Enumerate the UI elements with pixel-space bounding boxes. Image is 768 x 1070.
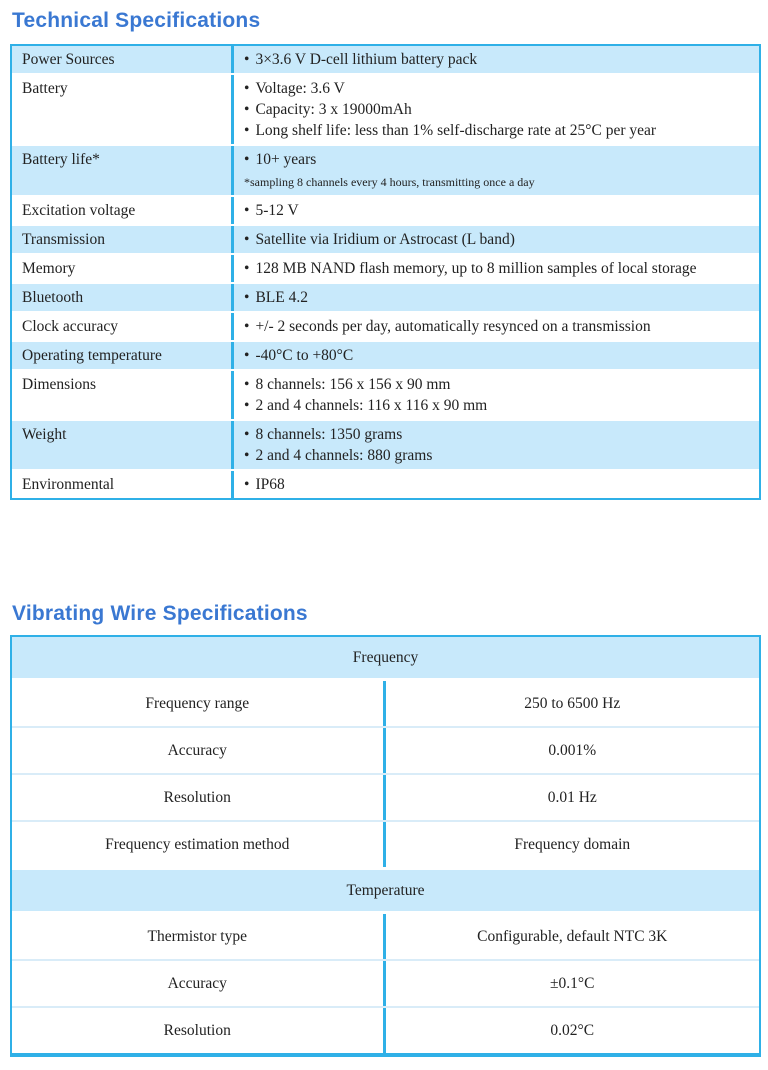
bullet-item (244, 258, 751, 279)
spec-row (12, 144, 759, 195)
bullet-icon: • (244, 202, 250, 219)
bullet-icon: • (244, 447, 250, 464)
spec-row (12, 282, 759, 311)
vibrating-wire-specifications-table (10, 635, 761, 1057)
spec-row (12, 253, 759, 282)
bullet-item (244, 200, 751, 221)
bullet-text: Capacity: 3 x 19000mAh (255, 101, 412, 118)
footnote-text: *sampling 8 channels every 4 hours, transmitting once a day (244, 175, 535, 189)
kv-value: Frequency domain (514, 835, 631, 853)
bullet-icon: • (244, 101, 250, 118)
spec-value (234, 146, 759, 195)
bullet-icon: • (244, 122, 250, 139)
bullet-item (244, 120, 751, 141)
spec-row (12, 46, 759, 73)
technical-specifications-table (10, 44, 761, 500)
bullet-item (244, 78, 751, 99)
spec-value (234, 371, 759, 419)
bullet-icon: • (244, 426, 250, 443)
vibrating-wire-specifications-title: Vibrating Wire Specifications (12, 602, 308, 625)
spec-label: Power Sources (12, 46, 234, 73)
bullet-text: Satellite via Iridium or Astrocast (L band) (255, 231, 515, 248)
bullet-text: 8 channels: 1350 grams (255, 426, 403, 443)
bullet-text: -40°C to +80°C (255, 347, 354, 364)
bullet-item (244, 424, 751, 445)
spec-row (12, 195, 759, 224)
kv-value: 0.01 Hz (547, 788, 597, 806)
bullet-text: Voltage: 3.6 V (255, 80, 345, 97)
kv-value: 0.02°C (550, 1021, 595, 1039)
spec-value (234, 421, 759, 469)
bullet-item (244, 345, 751, 366)
kv-row (12, 681, 759, 726)
kv-key: Resolution (12, 775, 386, 820)
kv-row (12, 773, 759, 820)
spec-value (234, 313, 759, 340)
bullet-icon: • (244, 260, 250, 277)
bullet-item (244, 395, 751, 416)
kv-key: Thermistor type (12, 914, 386, 959)
bullet-text: 8 channels: 156 x 156 x 90 mm (255, 376, 451, 393)
spec-label: Operating temperature (12, 342, 234, 369)
bullet-icon: • (244, 376, 250, 393)
kv-row (12, 1006, 759, 1053)
bullet-item (244, 287, 751, 308)
spec-label: Memory (12, 255, 234, 282)
bullet-icon: • (244, 231, 250, 248)
spec-value (234, 471, 759, 498)
bullet-item (244, 445, 751, 466)
bullet-item (244, 49, 751, 70)
kv-key: Accuracy (12, 961, 386, 1006)
bullet-icon: • (244, 80, 250, 97)
spec-label: Environmental (12, 471, 234, 498)
kv-key: Frequency range (12, 681, 386, 726)
bullet-icon: • (244, 397, 250, 414)
spec-label: Transmission (12, 226, 234, 253)
bullet-item (244, 474, 751, 495)
group-header: Frequency (12, 637, 759, 681)
spec-row (12, 224, 759, 253)
spec-row (12, 73, 759, 144)
bullet-icon: • (244, 151, 250, 168)
bullet-text: 2 and 4 channels: 880 grams (255, 447, 433, 464)
kv-key: Accuracy (12, 728, 386, 773)
spec-row (12, 419, 759, 469)
kv-row (12, 726, 759, 773)
spec-label: Battery (12, 75, 234, 144)
spec-label: Weight (12, 421, 234, 469)
kv-key: Frequency estimation method (12, 822, 386, 867)
bullet-text: 5-12 V (255, 202, 299, 219)
bullet-text: BLE 4.2 (255, 289, 308, 306)
spec-value (234, 342, 759, 369)
spec-label: Excitation voltage (12, 197, 234, 224)
spec-value (234, 284, 759, 311)
spec-value (234, 197, 759, 224)
technical-specifications-title: Technical Specifications (12, 9, 261, 32)
bullet-icon: • (244, 476, 250, 493)
spec-value (234, 226, 759, 253)
spec-row (12, 311, 759, 340)
bullet-icon: • (244, 289, 250, 306)
kv-value: Configurable, default NTC 3K (477, 927, 668, 945)
bullet-item (244, 99, 751, 120)
group-header: Temperature (12, 867, 759, 914)
bullet-text: 128 MB NAND flash memory, up to 8 million samples of local storage (255, 260, 697, 277)
bullet-text: IP68 (255, 476, 285, 493)
spec-row (12, 369, 759, 419)
spec-label: Bluetooth (12, 284, 234, 311)
spec-value (234, 75, 759, 144)
spec-row (12, 469, 759, 498)
bullet-icon: • (244, 51, 250, 68)
bullet-text: 3×3.6 V D-cell lithium battery pack (255, 51, 478, 68)
kv-row (12, 959, 759, 1006)
bullet-item (244, 374, 751, 395)
bullet-icon: • (244, 318, 250, 335)
bullet-text: 10+ years (255, 151, 317, 168)
spec-label: Dimensions (12, 371, 234, 419)
spec-label: Battery life* (12, 146, 234, 195)
kv-value: 250 to 6500 Hz (524, 694, 621, 712)
kv-value: ±0.1°C (550, 974, 595, 992)
spec-row (12, 340, 759, 369)
bullet-item (244, 229, 751, 250)
kv-row (12, 914, 759, 959)
bullet-icon: • (244, 347, 250, 364)
bullet-text: +/- 2 seconds per day, automatically resynced on a transmission (255, 318, 651, 335)
spec-label: Clock accuracy (12, 313, 234, 340)
spec-value (234, 255, 759, 282)
bullet-item (244, 149, 751, 170)
spec-value (234, 46, 759, 73)
bullet-text: Long shelf life: less than 1% self-discharge rate at 25°C per year (255, 122, 657, 139)
kv-value: 0.001% (548, 741, 597, 759)
bullet-item (244, 316, 751, 337)
bullet-text: 2 and 4 channels: 116 x 116 x 90 mm (255, 397, 488, 414)
kv-row (12, 820, 759, 867)
kv-key: Resolution (12, 1008, 386, 1053)
